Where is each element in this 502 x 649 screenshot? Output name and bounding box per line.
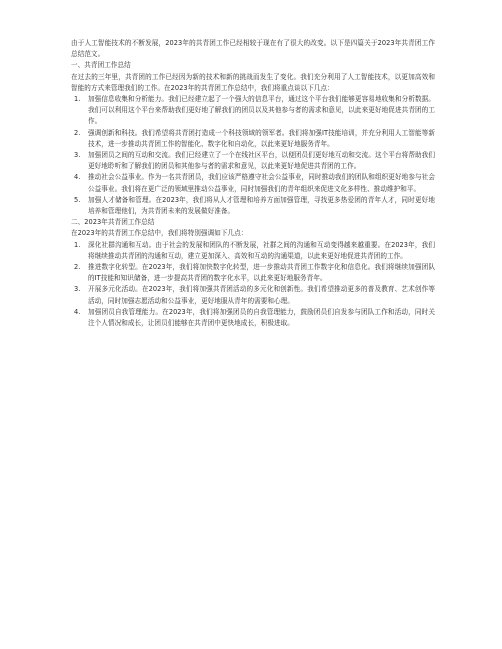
list-item-number: 2. (74, 263, 81, 272)
list-item-number: 3. (74, 285, 81, 294)
list-item (71, 195, 435, 217)
list-item-text: 推动社会公益事业。作为一名共青团员，我们应该严格遵守社会公益事业，同时推动我们的团队和组织更好地参与社会公益事业。我们将在更广泛的领域里推动公益事业，同时加强我们的青年组织来促进文化多样性、推动维护和平。 (88, 173, 435, 193)
intro-paragraph: 由于人工智能技术的不断发展，2023年的共青团工作已经相较于现在有了很大的改变。以下是四篇关于2023年共青团工作总结范文。 (71, 39, 435, 59)
list-item-text: 开展多元化活动。在2023年，我们将加强共青团活动的多元化和创新性。我们希望推动更多的普及教育、艺术创作等活动，同时加强志愿活动和公益事业，更好地服从青年的需要和心理。 (88, 285, 435, 305)
list-item-text: 加强人才储备和管理。在2023年，我们将从人才管理和培养方面加强管理，寻找更多热爱团的青年人才，同时更好地培养和管理他们，为共青团未来的发展做好准备。 (88, 195, 435, 216)
section-2-list (71, 240, 435, 330)
list-item-text: 加强团员之间的互动和交流。我们已经建立了一个在线社区平台，以便团员们更好地互动和交流。这个平台将帮助我们更好地聆听和了解我们的团员和其他参与者的需求和意见，以此来更好地促进共青团的工作。 (88, 151, 435, 171)
list-item (71, 172, 435, 194)
list-item (71, 150, 435, 172)
section-1-lead: 在过去的三年里，共青团的工作已经因为新的技术和新的挑战而发生了变化。我们充分利用了人工智能技术，以更加高效和智能的方式来管理我们的工作。在2023年的共青团工作总结中，我们将重点谈以下几点： (71, 72, 435, 92)
list-item-text: 加强信息收集和分析能力。我们已经建立起了一个强大的信息平台，通过这个平台我们能够更容易地收集和分析数据。我们可以利用这个平台来帮助我们更好地了解我们的团员以及其他参与者的需求和意见，以此来更好地促进共青团的工作。 (88, 95, 435, 126)
section-2-lead: 在2023年的共青团工作总结中，我们将特别强调如下几点： (71, 229, 248, 238)
list-item-number: 4. (74, 307, 81, 316)
list-item-number: 4. (74, 173, 81, 182)
list-item (71, 284, 435, 306)
document-page (71, 38, 435, 329)
section-1-list (71, 94, 435, 217)
section-2-heading: 二、2023年共青团工作总结 (71, 218, 155, 227)
section-1-heading: 一、共青团工作总结 (71, 61, 131, 70)
list-item-text: 推进数字化转型。在2023年，我们将加快数字化转型，进一步推动共青团工作数字化和信息化。我们将继续加强团队的IT技能和知识储备，进一步提高共青团的数字化水平，以此来更好地服务青年。 (88, 263, 435, 283)
list-item-text: 深化社群沟通和互动。由于社会的发展和团队的不断发展，社群之间的沟通和互动变得越来越重要。在2023年，我们将继续推动共青团的沟通和互动，建立更加深入、高效和互动的沟通渠道，以此来更好地促进共青团的工作。 (88, 240, 435, 260)
list-item-text: 强调创新和科技。我们希望将共青团打造成一个科技领域的领军者。我们将加强IT技能培训，并充分利用人工智能等新技术，进一步推动共青团工作的智能化、数字化和自动化，以此来更好地服务青年。 (88, 128, 435, 148)
list-item-number: 1. (74, 95, 81, 104)
list-item (71, 307, 435, 329)
list-item (71, 94, 435, 128)
list-item-number: 5. (74, 195, 81, 204)
list-item-text: 加强团员自我管理能力。在2023年，我们将加强团员的自我管理能力，鼓励团员们自发参与团队工作和活动，同时关注个人情况和成长，让团员们能够在共青团中更快地成长，积极进取。 (88, 307, 435, 328)
list-item (71, 262, 435, 284)
list-item-number: 3. (74, 151, 81, 160)
list-item-number: 1. (74, 240, 81, 249)
list-item (71, 128, 435, 150)
list-item-number: 2. (74, 128, 81, 137)
list-item (71, 240, 435, 262)
